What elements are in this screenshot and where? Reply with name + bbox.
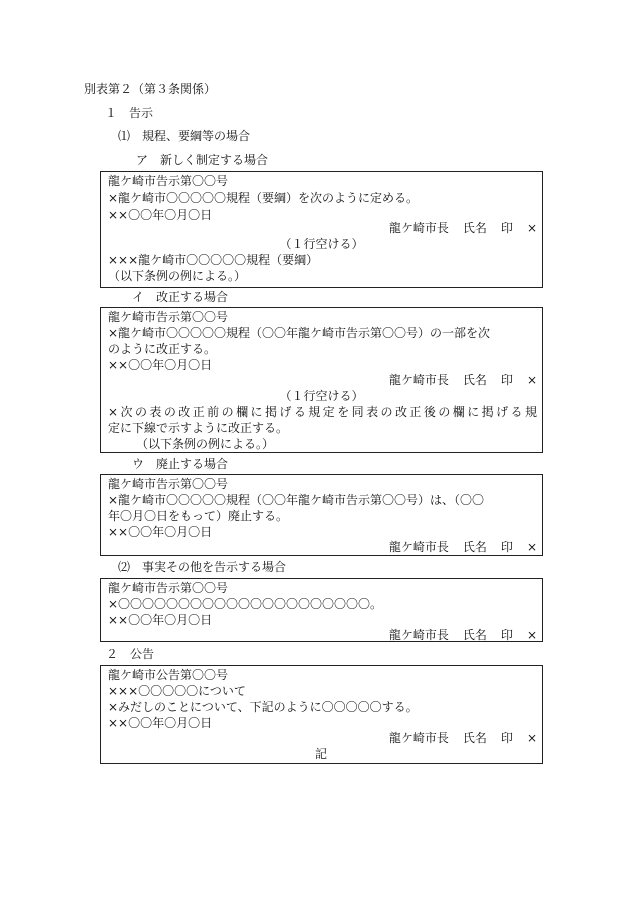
body-line: ×みだしのことについて、下記のように〇〇〇〇〇する。 xyxy=(108,700,418,714)
mayor-title: 龍ケ崎市長 xyxy=(388,221,449,235)
amendment-text: ×次の表の改正前の欄に掲げる規定を同表の改正後の欄に掲げる規 xyxy=(108,405,537,419)
section-1-heading: １ 告示 xyxy=(105,106,154,120)
mayor-title: 龍ケ崎市長 xyxy=(388,628,449,642)
blank-line-note: （１行空ける） xyxy=(279,389,364,403)
body-line: ×龍ケ崎市〇〇〇〇〇規程（〇〇年龍ケ崎市告示第〇〇号）は、（〇〇 xyxy=(108,493,485,507)
mayor-name-field: 氏名 xyxy=(462,540,487,554)
seal-mark: 印 xyxy=(500,628,513,642)
mayor-title: 龍ケ崎市長 xyxy=(388,373,449,387)
mayor-name-field: 氏名 xyxy=(462,221,487,235)
cross-mark: × xyxy=(526,628,537,642)
date-line: ××〇〇年〇月〇日 xyxy=(108,358,213,372)
section-2-heading: ２ 公告 xyxy=(106,647,155,661)
cross-mark: × xyxy=(526,373,537,387)
item-u-heading: ウ 廃止する場合 xyxy=(132,457,229,471)
ki-marker: 記 xyxy=(315,747,328,761)
mayor-signature xyxy=(389,730,537,747)
notice-number: 龍ケ崎市告示第〇〇号 xyxy=(108,581,229,595)
continuation-note: （以下条例の例による。） xyxy=(108,269,247,283)
seal-mark: 印 xyxy=(500,373,513,387)
mayor-name-field: 氏名 xyxy=(462,373,487,387)
mayor-title: 龍ケ崎市長 xyxy=(388,540,449,554)
blank-line-note: （１行空ける） xyxy=(279,237,364,251)
date-line: ××〇〇年〇月〇日 xyxy=(108,208,213,222)
body-line-cont: 年〇月〇日をもって）廃止する。 xyxy=(108,509,289,523)
cross-mark: × xyxy=(526,731,537,745)
date-line: ××〇〇年〇月〇日 xyxy=(108,613,213,627)
seal-mark: 印 xyxy=(500,731,513,745)
mayor-signature xyxy=(389,220,537,237)
mayor-signature xyxy=(389,372,537,389)
body-line: ×〇〇〇〇〇〇〇〇〇〇〇〇〇〇〇〇〇〇〇〇〇。 xyxy=(108,597,383,611)
appendix-title: 別表第２（第３条関係） xyxy=(84,82,217,96)
example-box-amend xyxy=(100,307,543,453)
notice-number: 龍ケ崎市告示第〇〇号 xyxy=(108,310,229,324)
subsection-2-heading: ⑵ 事実その他を告示する場合 xyxy=(118,560,287,574)
item-i-heading: イ 改正する場合 xyxy=(132,290,229,304)
example-box-repeal xyxy=(100,474,543,556)
mayor-signature xyxy=(389,627,537,644)
example-box-public-notice xyxy=(100,665,543,764)
mayor-name-field: 氏名 xyxy=(462,731,487,745)
mayor-title: 龍ケ崎市長 xyxy=(388,731,449,745)
body-line: ×龍ケ崎市〇〇〇〇〇規程（〇〇年龍ケ崎市告示第〇〇号）の一部を次 xyxy=(108,326,491,340)
notice-number: 龍ケ崎市公告第〇〇号 xyxy=(108,668,229,682)
amendment-text-cont: 定に下線で示すように改正する。 xyxy=(108,421,289,435)
mayor-signature xyxy=(389,539,537,556)
cross-mark: × xyxy=(526,221,537,235)
example-box-new xyxy=(100,171,543,288)
notice-number: 龍ケ崎市告示第〇〇号 xyxy=(108,477,229,491)
subsection-1-heading: ⑴ 規程、要綱等の場合 xyxy=(118,129,251,143)
body-line: ×龍ケ崎市〇〇〇〇〇規程（要綱）を次のように定める。 xyxy=(108,191,419,205)
cross-mark: × xyxy=(526,540,537,554)
mayor-name-field: 氏名 xyxy=(462,628,487,642)
date-line: ××〇〇年〇月〇日 xyxy=(108,525,213,539)
continuation-note: （以下条例の例による。） xyxy=(136,437,275,451)
item-a-heading: ア 新しく制定する場合 xyxy=(136,153,269,167)
regulation-title-line: ×××龍ケ崎市〇〇〇〇〇規程（要綱） xyxy=(108,253,319,267)
seal-mark: 印 xyxy=(500,221,513,235)
body-line-cont: のように改正する。 xyxy=(108,342,217,356)
date-line: ××〇〇年〇月〇日 xyxy=(108,716,213,730)
seal-mark: 印 xyxy=(500,540,513,554)
notice-number: 龍ケ崎市告示第〇〇号 xyxy=(108,174,229,188)
example-box-fact xyxy=(100,578,543,642)
subject-line: ×××〇〇〇〇〇について xyxy=(108,684,246,698)
